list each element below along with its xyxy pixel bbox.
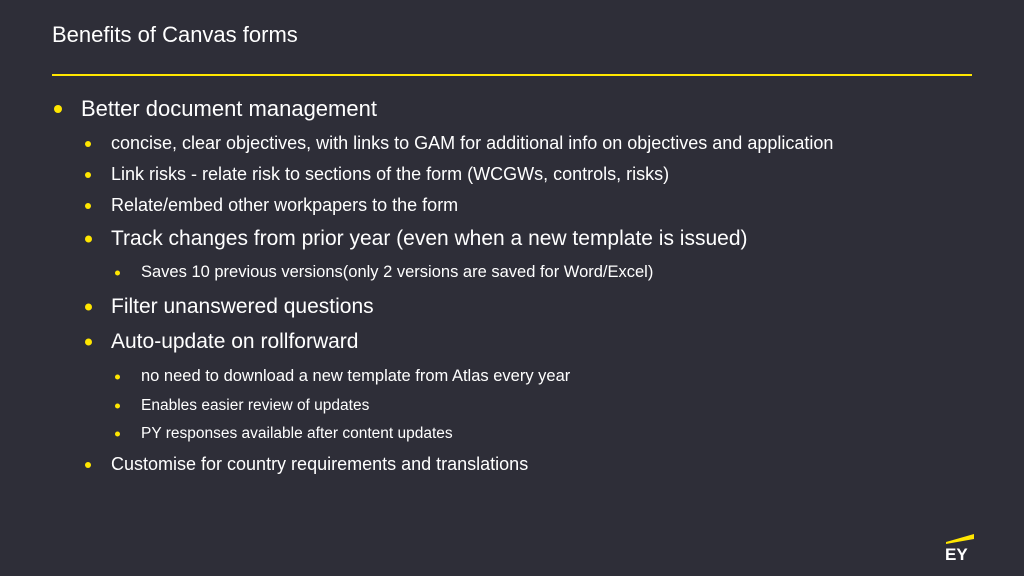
bullet-item xyxy=(141,263,653,282)
bullet-icon xyxy=(85,203,91,209)
bullet-icon xyxy=(115,432,120,437)
bullet-text: PY responses available after content updates xyxy=(141,425,453,442)
bullet-text: concise, clear objectives, with links to GAM for additional info on objectives and application xyxy=(111,133,834,153)
bullet-text: Enables easier review of updates xyxy=(141,397,370,414)
bullet-item xyxy=(111,295,374,319)
bullet-icon xyxy=(85,141,91,147)
bullet-item xyxy=(111,454,528,475)
bullet-item xyxy=(111,164,669,185)
bullet-text: Filter unanswered questions xyxy=(111,295,374,318)
slide-title: Benefits of Canvas forms xyxy=(52,22,298,47)
bullet-text: Saves 10 previous versions(only 2 versions are saved for Word/Excel) xyxy=(141,263,654,281)
bullet-text: Customise for country requirements and translations xyxy=(111,454,529,474)
bullet-icon xyxy=(85,172,91,178)
bullet-text: Relate/embed other workpapers to the form xyxy=(111,195,459,215)
bullet-icon xyxy=(85,339,92,346)
bullet-text: no need to download a new template from Atlas every year xyxy=(141,367,571,385)
svg-text:EY: EY xyxy=(945,545,968,562)
bullet-text: Better document management xyxy=(81,96,377,121)
title-divider xyxy=(52,74,972,76)
bullet-item xyxy=(141,397,369,415)
bullet-item xyxy=(141,425,453,443)
ey-logo-icon xyxy=(944,532,976,562)
bullet-icon xyxy=(85,304,92,311)
bullet-item xyxy=(111,330,358,354)
bullet-item xyxy=(111,195,458,216)
bullet-icon xyxy=(115,404,120,409)
bullet-icon xyxy=(115,270,120,275)
bullet-item xyxy=(111,227,748,251)
bullet-item xyxy=(81,96,377,122)
bullet-icon xyxy=(54,105,62,113)
bullet-item xyxy=(141,367,570,386)
bullet-item xyxy=(111,133,833,154)
bullet-text: Track changes from prior year (even when a new template is issued) xyxy=(111,227,748,250)
bullet-icon xyxy=(85,236,92,243)
bullet-text: Auto-update on rollforward xyxy=(111,330,359,353)
bullet-text: Link risks - relate risk to sections of the form (WCGWs, controls, risks) xyxy=(111,164,670,184)
bullet-icon xyxy=(115,374,120,379)
bullet-icon xyxy=(85,462,91,468)
